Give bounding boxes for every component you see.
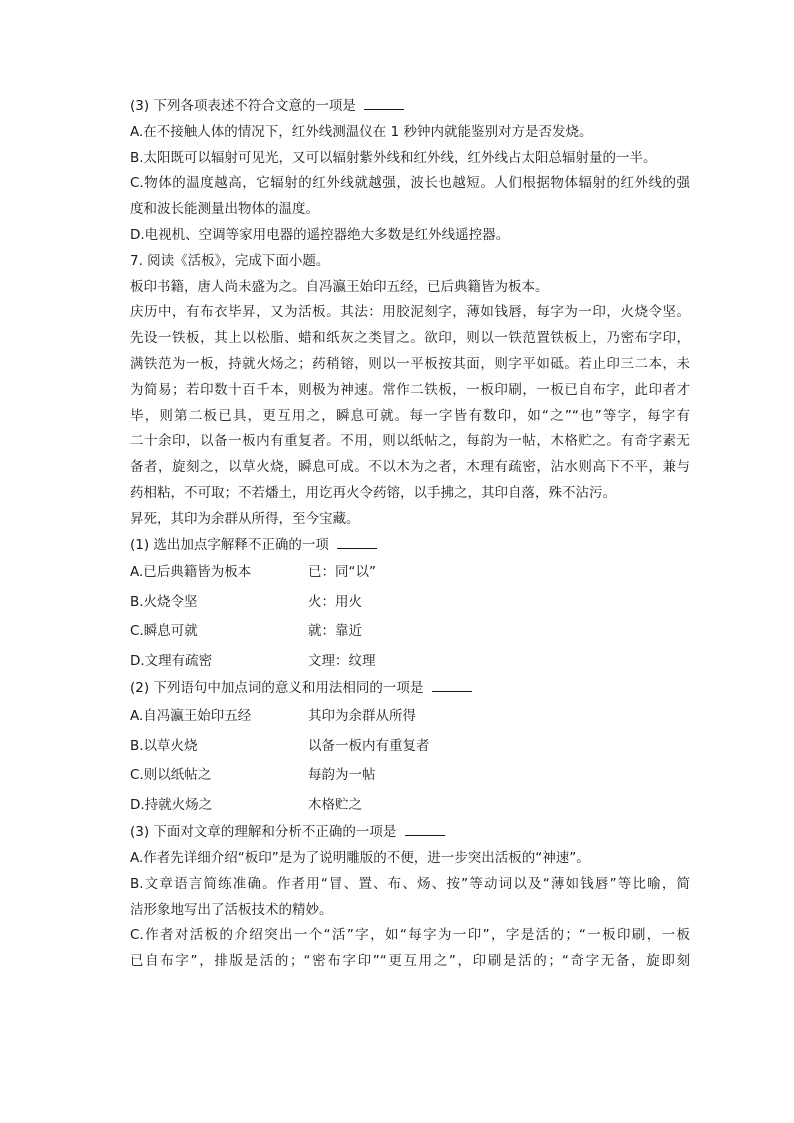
- subquestion-2-option: [130, 791, 690, 821]
- subquestion-1-option: [130, 617, 690, 647]
- subquestion-3-option-c-line-1: C.作者对活板的介绍突出一个“活”字，如“每字为一印”，字是活的；“一板印刷，一板: [130, 927, 690, 944]
- question-3-option-b: B.太阳既可以辐射可见光，又可以辐射紫外线和红外线，红外线占太阳总辐射量的一半。: [130, 149, 657, 166]
- passage-line: 板印书籍，唐人尚未盛为之。自冯瀛王始印五经，已后典籍皆为板本。: [130, 278, 549, 295]
- option-comparison: 以备一板内有重复者: [308, 737, 430, 754]
- question-3-option-c-line-1: C.物体的温度越高，它辐射的红外线就越强，波长也越短。人们根据物体辐射的红外线的强: [130, 175, 690, 192]
- option-text: D.文理有疏密: [130, 652, 213, 669]
- subquestion-3-stem-text: (3) 下面对文章的理解和分析不正确的一项是: [130, 824, 397, 841]
- subquestion-2-option: [130, 702, 690, 732]
- answer-blank[interactable]: [364, 95, 404, 110]
- passage-line: 为简易；若印数十百千本，则极为神速。常作二铁板，一板印刷，一板已自布字，此印者才: [130, 381, 690, 398]
- passage-line: 昇死，其印为余群从所得，至今宝藏。: [130, 510, 360, 527]
- option-explanation: 文理：纹理: [308, 652, 376, 669]
- passage-line: 二十余印，以备一板内有重复者。不用，则以纸帖之，每韵为一帖，木格贮之。有奇字素无: [130, 433, 690, 450]
- question-3-stem: [130, 94, 690, 120]
- subquestion-3-option-b-line-2: 洁形象地写出了活板技术的精妙。: [130, 901, 333, 918]
- passage-line: 先设一铁板，其上以松脂、蜡和纸灰之类冒之。欲印，则以一铁范置铁板上，乃密布字印，: [130, 330, 690, 347]
- option-explanation: 已：同“以”: [308, 564, 376, 581]
- passage-line: 庆历中，有布衣毕昇，又为活板。其法：用胶泥刻字，薄如钱唇，每字为一印，火烧令坚。: [130, 304, 690, 321]
- subquestion-3-option-b-line-1: B.文章语言简练准确。作者用“冒、置、布、炀、按”等动词以及“薄如钱唇”等比喻，简: [130, 875, 690, 892]
- option-comparison: 木格贮之: [308, 796, 362, 813]
- passage-line: 药相粘，不可取；不若燔土，用讫再火令药镕，以手拂之，其印自落，殊不沾污。: [130, 484, 616, 501]
- subquestion-1-option: [130, 558, 690, 588]
- option-text: D.持就火炀之: [130, 796, 213, 813]
- option-text: B.以草火烧: [130, 737, 198, 754]
- question-3-option-c-line-2: 度和波长能测量出物体的温度。: [130, 201, 319, 218]
- answer-blank[interactable]: [432, 677, 472, 692]
- answer-blank[interactable]: [337, 534, 377, 549]
- subquestion-2-option: [130, 732, 690, 762]
- option-text: C.则以纸帖之: [130, 767, 212, 784]
- subquestion-2-option: [130, 761, 690, 791]
- subquestion-3-stem: [130, 820, 690, 846]
- question-3-option-d: D.电视机、空调等家用电器的遥控器绝大多数是红外线遥控器。: [130, 226, 510, 243]
- subquestion-2-stem: [130, 676, 690, 702]
- subquestion-1-stem: [130, 533, 690, 559]
- passage-line: 备者，旋刻之，以草火烧，瞬息可成。不以木为之者，木理有疏密，沾水则高下不平，兼与: [130, 459, 690, 476]
- subquestion-3-option-c-line-2: 已自布字”，排版是活的；“密布字印”“更互用之”，印刷是活的；“奇字无备，旋即刻: [130, 953, 690, 970]
- subquestion-3-option-a: A.作者先详细介绍“板印”是为了说明雕版的不便，进一步突出活板的“神速”。: [130, 849, 590, 866]
- question-3-option-a: A.在不接触人体的情况下，红外线测温仪在 1 秒钟内就能鉴别对方是否发烧。: [130, 123, 593, 140]
- question-7-heading: 7. 阅读《活板》，完成下面小题。: [130, 252, 330, 269]
- subquestion-1-stem-text: (1) 选出加点字解释不正确的一项: [130, 536, 329, 553]
- document-page: [130, 94, 690, 975]
- option-explanation: 火：用火: [308, 593, 362, 610]
- passage-line: 满铁范为一板，持就火炀之；药稍镕，则以一平板按其面，则字平如砥。若止印三二本，未: [130, 355, 690, 372]
- subquestion-1-option: [130, 588, 690, 618]
- question-3-stem-text: (3) 下列各项表述不符合文意的一项是: [130, 98, 356, 114]
- passage-line: 毕，则第二板已具，更互用之，瞬息可就。每一字皆有数印，如“之”“也”等字，每字有: [130, 407, 690, 424]
- option-text: A.已后典籍皆为板本: [130, 564, 252, 581]
- option-text: A.自冯瀛王始印五经: [130, 708, 252, 725]
- subquestion-1-option: [130, 647, 690, 677]
- option-comparison: 其印为余群从所得: [308, 708, 416, 725]
- subquestion-2-stem-text: (2) 下列语句中加点词的意义和用法相同的一项是: [130, 680, 424, 697]
- option-comparison: 每韵为一帖: [308, 767, 376, 784]
- option-text: C.瞬息可就: [130, 623, 198, 640]
- option-explanation: 就：靠近: [308, 623, 362, 640]
- answer-blank[interactable]: [405, 821, 445, 836]
- option-text: B.火烧令坚: [130, 593, 198, 610]
